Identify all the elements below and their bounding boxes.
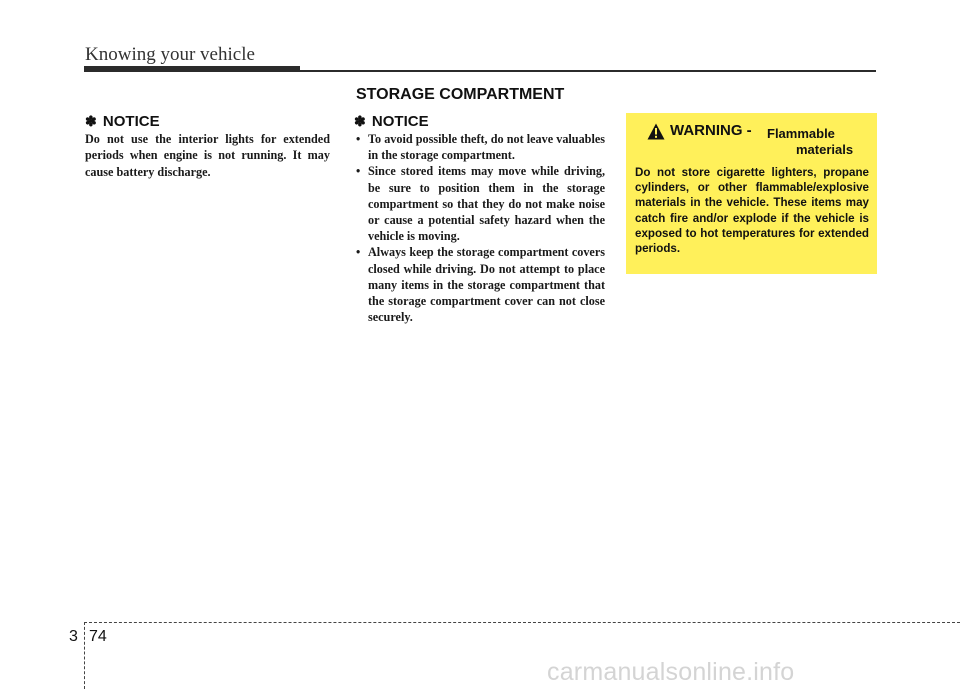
footer-chapter-number: 3	[69, 628, 78, 645]
warning-subtitle	[767, 126, 857, 158]
header-bar-thin	[300, 70, 876, 72]
warning-box	[626, 113, 877, 274]
list-item	[354, 244, 605, 325]
notice-left-heading-text: NOTICE	[102, 113, 160, 130]
watermark: carmanualsonline.info	[547, 658, 795, 686]
header-title: Knowing your vehicle	[85, 44, 255, 65]
warning-subtitle-line2: materials	[796, 142, 854, 157]
notice-star-icon: ✽	[85, 113, 97, 129]
notice-left-text: Do not use the interior lights for extended periods when engine is not running. It may cause battery discharge.	[85, 132, 330, 179]
section-title: STORAGE COMPARTMENT	[356, 86, 565, 103]
notice-middle-heading-text: NOTICE	[371, 113, 429, 130]
warning-text: Do not store cigarette lighters, propane cylinders, or other flammable/explosive materials in the vehicle. These items may catch fire and/or explode if the vehicle is exposed to hot temperatures for extended periods.	[635, 166, 869, 256]
notice-middle	[354, 113, 605, 325]
bullet: •	[356, 245, 361, 260]
footer-page-number: 74	[89, 628, 107, 645]
list-item-text: Since stored items may move while driving, be sure to position them in the storage compartment so that they do not make noise or cause a potential safety hazard when the vehicle is moving.	[368, 164, 605, 244]
warning-triangle-icon	[647, 123, 665, 140]
notice-middle-list	[354, 131, 605, 325]
warning-subtitle-line1: Flammable	[767, 126, 835, 141]
warning-heading	[635, 121, 869, 165]
footer-rule	[84, 622, 960, 623]
header-bar-thick	[84, 66, 300, 72]
footer-divider	[84, 622, 85, 689]
notice-star-icon: ✽	[354, 113, 366, 129]
warning-label: WARNING -	[670, 122, 752, 139]
list-item-text: To avoid possible theft, do not leave valuables in the storage compartment.	[368, 132, 605, 163]
notice-left-heading	[85, 113, 330, 130]
list-item-text: Always keep the storage compartment covers closed while driving. Do not attempt to place many items in the storage compartment that the storage compartment cover can not close securely.	[368, 245, 605, 325]
list-item	[354, 163, 605, 244]
notice-middle-heading	[354, 113, 605, 130]
bullet: •	[356, 132, 361, 146]
bullet: •	[356, 164, 361, 179]
notice-left	[85, 113, 330, 180]
list-item	[354, 131, 605, 163]
